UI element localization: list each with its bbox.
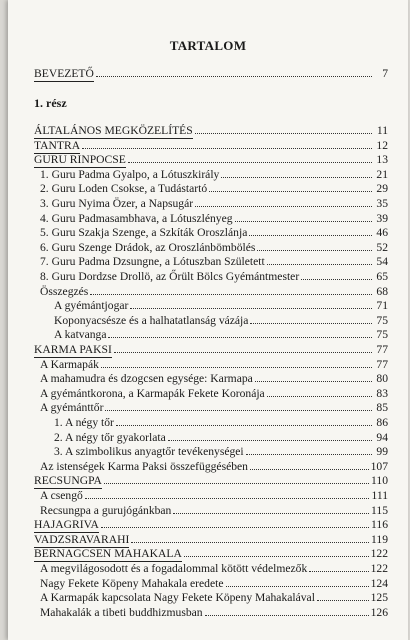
toc-entry-label: 5. Guru Szakja Szenge, a Szkíták Oroszlánja (40, 226, 248, 240)
toc-row[interactable] (34, 138, 388, 152)
toc-row[interactable] (40, 167, 388, 181)
dot-leader (90, 284, 372, 295)
toc-page-number: 110 (371, 474, 388, 488)
dot-leader (317, 590, 369, 601)
toc-page-number: 122 (370, 547, 388, 561)
dot-leader (250, 313, 372, 324)
toc-row[interactable] (34, 342, 388, 356)
page-title: TARTALOM (169, 38, 247, 53)
toc-row[interactable] (34, 123, 388, 137)
dot-leader (249, 225, 372, 236)
toc-page-number: 111 (371, 489, 388, 502)
toc-entry-label: TANTRA (34, 138, 81, 152)
toc-entry-label: A csengő (40, 489, 83, 502)
toc-page-number: 122 (370, 562, 388, 575)
toc-entry-label: 6. Guru Szenge Drádok, az Oroszlánbömbölés (40, 240, 256, 254)
toc-row[interactable] (40, 371, 388, 385)
dot-leader (246, 444, 372, 455)
toc-entry-label: Az istenségek Karma Paksi összefüggésében (40, 459, 248, 473)
toc-row[interactable] (40, 400, 388, 414)
toc-page-number: 52 (376, 240, 388, 254)
toc-entry-label: Összegzés (40, 284, 89, 298)
toc-entry-label: 7. Guru Padma Dzsungne, a Lótuszban Született (40, 255, 265, 269)
toc-page-number: 68 (376, 284, 388, 298)
toc-page-number: 71 (376, 299, 388, 313)
toc-entry-label: A gyémánttőr (40, 401, 104, 415)
toc-entry-label: 2. Guru Loden Csokse, a Tudástartó (40, 182, 208, 196)
dot-leader (114, 342, 372, 353)
dot-leader (168, 430, 372, 441)
toc-page-number: 86 (376, 416, 388, 429)
dot-leader (226, 576, 369, 587)
dot-leader (309, 561, 368, 572)
dot-leader (267, 254, 372, 265)
toc-row[interactable] (40, 459, 388, 473)
dot-leader (173, 503, 369, 514)
toc-row[interactable] (54, 430, 388, 444)
toc-row[interactable] (40, 590, 388, 604)
toc-page-number: 77 (376, 343, 388, 356)
toc-page-number: 11 (376, 124, 388, 137)
dot-leader (128, 152, 372, 163)
toc-row[interactable] (40, 386, 388, 400)
toc-row[interactable] (34, 152, 388, 166)
toc-page-number: 12 (376, 138, 388, 152)
dot-leader (195, 123, 372, 134)
dot-leader (101, 357, 372, 368)
dot-leader (184, 546, 369, 557)
toc-entry-label: A megvilágosodott és a fogadalommal kötött védelmezők (40, 562, 308, 575)
toc-page-number: 54 (376, 255, 388, 269)
toc-page-number: 75 (376, 328, 388, 342)
toc-entry-label: A Karmapák (40, 357, 99, 371)
dot-leader (250, 459, 369, 470)
book-page (8, 0, 408, 640)
toc-entry-label: 3. A szimbolikus anyagtőr tevékenységei (54, 445, 244, 459)
toc-page-number: 94 (376, 430, 388, 444)
toc-entry-label: Koponyacsésze és a halhatatlanság vázája (54, 313, 249, 327)
toc-entry-label: VADZSRAVARAHI (34, 532, 130, 546)
toc-row[interactable] (54, 327, 388, 341)
toc-row[interactable] (54, 444, 388, 458)
part-heading: 1. rész (34, 96, 67, 110)
toc-intro-row[interactable] (34, 66, 388, 80)
toc-row[interactable] (40, 225, 388, 239)
toc-row[interactable] (40, 605, 388, 619)
toc-page-number: 116 (371, 518, 388, 532)
dot-leader (101, 517, 369, 528)
toc-entry-label: A mahamudra és dzogcsen egysége: Karmapa (40, 372, 253, 386)
toc-entry-label: 8. Guru Dordzse Drollö, az Őrült Bölcs Gyémántmester (40, 270, 300, 283)
toc-row[interactable] (40, 357, 388, 371)
dot-leader (195, 196, 372, 207)
toc-entry-label: GURU RINPOCSE (34, 153, 126, 167)
dot-leader (131, 532, 369, 543)
toc-row[interactable] (40, 196, 388, 210)
toc-row[interactable] (40, 211, 388, 225)
toc-entry-label: Recsungpa a gurujógánkban (40, 503, 172, 517)
toc-page-number: 107 (370, 459, 388, 473)
toc-page-number: 124 (370, 576, 388, 590)
toc-row[interactable] (54, 298, 388, 312)
toc-entry-label: 1. Guru Padma Gyalpo, a Lótuszkirály (40, 167, 220, 181)
toc-row[interactable] (34, 517, 388, 531)
toc-row[interactable] (40, 503, 388, 517)
dot-leader (104, 473, 369, 484)
toc-row[interactable] (34, 546, 388, 560)
dot-leader (205, 605, 369, 616)
toc-page-number: 126 (370, 605, 388, 619)
dot-leader (130, 298, 372, 309)
toc-row[interactable] (54, 313, 388, 327)
toc-row[interactable] (40, 576, 388, 590)
dot-leader (82, 138, 372, 149)
toc-row[interactable] (40, 254, 388, 268)
toc-row[interactable] (34, 473, 388, 487)
toc-entry-label: KARMA PAKSI (34, 343, 112, 356)
toc-entry-label: Nagy Fekete Köpeny Mahakala eredete (40, 576, 224, 590)
toc-page-number: 21 (376, 167, 388, 181)
dot-leader (235, 211, 372, 222)
toc-page-number: 75 (376, 313, 388, 327)
toc-page-number: 80 (376, 372, 388, 386)
dot-leader (209, 181, 372, 192)
toc-entry-label: BEVEZETŐ (34, 67, 94, 80)
toc-row[interactable] (40, 181, 388, 195)
toc-page-number: 13 (376, 153, 388, 167)
dot-leader (116, 415, 372, 426)
toc-entry-label: HAJAGRIVA (34, 518, 99, 532)
dot-leader (85, 488, 370, 499)
toc-entry-label: 4. Guru Padmasambhava, a Lótuszlényeg (40, 211, 233, 225)
toc-row[interactable] (40, 240, 388, 254)
toc-page-number: 35 (376, 197, 388, 210)
toc-entry-label: 2. A négy tőr gyakorlata (54, 430, 166, 444)
toc-page-number: 99 (376, 445, 388, 459)
dot-leader (105, 400, 372, 411)
toc-page-number: 85 (376, 401, 388, 415)
dot-leader (257, 240, 372, 251)
toc-entry-label: A gyémántkorona, a Karmapák Fekete Koronája (40, 386, 265, 400)
toc-row[interactable] (40, 488, 388, 502)
toc-page-number: 115 (371, 503, 388, 517)
toc-page-number: 77 (376, 357, 388, 371)
dot-leader (108, 327, 372, 338)
toc-page-number: 125 (370, 591, 388, 605)
dot-leader (221, 167, 372, 178)
toc-page-number: 46 (376, 226, 388, 240)
dot-leader (301, 269, 372, 280)
toc-entry-label: A Karmapák kapcsolata Nagy Fekete Köpeny Mahakalával (40, 591, 315, 605)
toc-page-number: 7 (382, 67, 388, 80)
toc-row[interactable] (40, 269, 388, 283)
toc-row[interactable] (40, 284, 388, 298)
dot-leader (267, 386, 372, 397)
dot-leader (96, 66, 372, 77)
toc-page-number: 39 (376, 211, 388, 225)
toc-row[interactable] (34, 532, 388, 546)
toc-entry-label: A katvanga (54, 328, 107, 342)
toc-entry-label: 1. A négy tőr (54, 416, 114, 429)
toc-page-number: 83 (376, 386, 388, 400)
toc-row[interactable] (40, 561, 388, 575)
toc-row[interactable] (54, 415, 388, 429)
toc-page-number: 65 (376, 270, 388, 283)
toc-entry-label: RECSUNGPA (34, 474, 102, 488)
toc-page-number: 119 (371, 532, 388, 546)
toc-entry-label: ÁLTALÁNOS MEGKÖZELÍTÉS (34, 124, 193, 137)
toc-entry-label: BERNAGCSEN MAHAKALA (34, 547, 182, 561)
toc-entry-label: 3. Guru Nyima Özer, a Napsugár (40, 197, 194, 210)
toc-page-number: 29 (376, 182, 388, 196)
toc-entry-label: Mahakalák a tibeti buddhizmusban (40, 605, 203, 619)
dot-leader (255, 371, 372, 382)
toc-entry-label: A gyémántjogar (54, 299, 129, 313)
